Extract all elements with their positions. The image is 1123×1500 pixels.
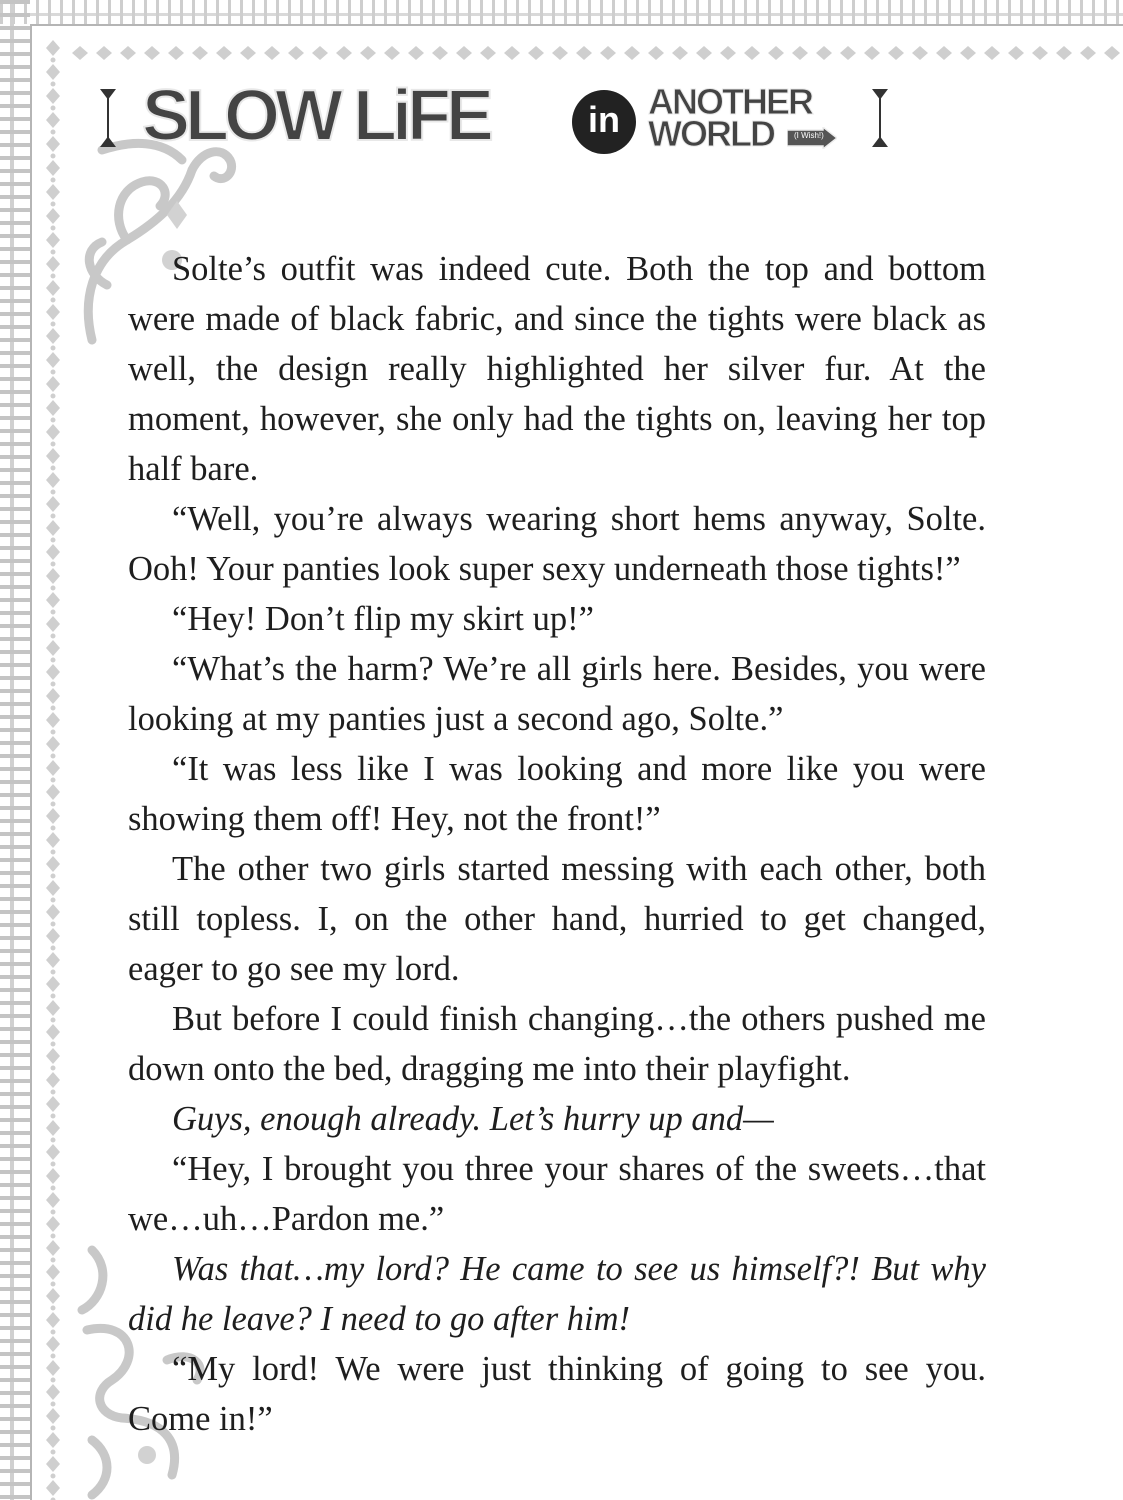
dot-ornament (51, 322, 56, 327)
diamond-ornament (528, 46, 544, 60)
diamond-ornament (46, 1144, 60, 1160)
paragraph: “Hey, I brought you three your shares of the sweets…that we…uh…Pardon me.” (128, 1150, 986, 1238)
dot-ornament (51, 610, 56, 615)
dot-ornament (51, 250, 56, 255)
dot-ornament (51, 970, 56, 975)
diamond-ornament (46, 832, 60, 848)
diamond-ornament (46, 1048, 60, 1064)
diamond-ornament (46, 1312, 60, 1328)
dot-ornament (51, 1162, 56, 1167)
diamond-ornament (216, 46, 232, 60)
dot-ornament (51, 802, 56, 807)
diamond-ornament (46, 616, 60, 632)
dot-ornament (51, 562, 56, 567)
diamond-ornament (624, 46, 640, 60)
diamond-ornament (46, 952, 60, 968)
diamond-ornament (46, 784, 60, 800)
diamond-ornament (840, 46, 856, 60)
diamond-ornament (46, 712, 60, 728)
dot-ornament (51, 658, 56, 663)
diamond-ornament (936, 46, 952, 60)
dot-ornament (51, 1018, 56, 1023)
diamond-ornament (312, 46, 328, 60)
dot-ornament (51, 1378, 56, 1383)
dot-ornament (51, 490, 56, 495)
diamond-ornament (888, 46, 904, 60)
diamond-ornament (46, 1360, 60, 1376)
dot-ornament (51, 1066, 56, 1071)
diamond-ornament (744, 46, 760, 60)
diamond-ornament (672, 46, 688, 60)
dot-ornament (51, 1354, 56, 1359)
diamond-ornament (46, 232, 60, 248)
diamond-ornament (768, 46, 784, 60)
diamond-ornament (46, 208, 60, 224)
dot-ornament (51, 130, 56, 135)
diamond-ornament (46, 256, 60, 272)
dot-ornament (51, 442, 56, 447)
diamond-ornament (46, 1288, 60, 1304)
diamond-ornament (46, 568, 60, 584)
logo-world: WORLD (648, 113, 774, 154)
diamond-ornament (168, 46, 184, 60)
logo-tagline: (I Wish!) (794, 131, 824, 140)
dot-ornament (51, 826, 56, 831)
paragraph: Solte’s outfit was indeed cute. Both the top and bottom were made of black fabric, and since the tights were black as well, the design really highlighted her silver fur. At the moment, however, she only had the tights on, leaving her top half bare. (128, 250, 986, 488)
dot-ornament (51, 730, 56, 735)
dot-ornament (51, 634, 56, 639)
dot-ornament (51, 1426, 56, 1431)
diamond-ornament (1032, 46, 1048, 60)
dot-ornament (51, 1138, 56, 1143)
diamond-ornament (480, 46, 496, 60)
diamond-ornament (696, 46, 712, 60)
dot-ornament (51, 538, 56, 543)
dot-ornament (51, 946, 56, 951)
diamond-ornament (46, 1456, 60, 1472)
dot-ornament (51, 1330, 56, 1335)
dot-ornament (51, 154, 56, 159)
header-bracket-right (872, 88, 888, 148)
diamond-ornament (46, 880, 60, 896)
diamond-ornament (46, 544, 60, 560)
diamond-ornament (648, 46, 664, 60)
diamond-ornament (864, 46, 880, 60)
dot-ornament (51, 850, 56, 855)
dot-ornament (51, 1474, 56, 1479)
diamond-ornament (46, 904, 60, 920)
dot-ornament (51, 874, 56, 879)
diamond-ornament (1008, 46, 1024, 60)
diamond-ornament (46, 1336, 60, 1352)
dot-ornament (51, 370, 56, 375)
dot-ornament (51, 1186, 56, 1191)
diamond-ornament (46, 640, 60, 656)
diamond-ornament (432, 46, 448, 60)
diamond-ornament (576, 46, 592, 60)
diamond-ornament (600, 46, 616, 60)
dot-ornament (51, 706, 56, 711)
diamond-ornament (96, 46, 112, 60)
diamond-ornament (46, 520, 60, 536)
diamond-ornament (360, 46, 376, 60)
diamond-ornament (46, 496, 60, 512)
dot-ornament (51, 1114, 56, 1119)
diamond-ornament (504, 46, 520, 60)
diamond-ornament (72, 46, 88, 60)
paragraph: But before I could finish changing…the others pushed me down onto the bed, dragging me into their playfight. (128, 1000, 986, 1088)
diamond-ornament (46, 808, 60, 824)
dot-ornament (51, 1402, 56, 1407)
dot-ornament (51, 298, 56, 303)
diamond-ornament (192, 46, 208, 60)
diamond-ornament (46, 1408, 60, 1424)
diamond-ornament (816, 46, 832, 60)
diamond-ornament (1056, 46, 1072, 60)
diamond-ornament (46, 664, 60, 680)
paragraph: “Well, you’re always wearing short hems anyway, Solte. Ooh! Your panties look super sexy underneath those tights!” (128, 500, 986, 588)
dot-ornament (51, 178, 56, 183)
diamond-ornament (46, 448, 60, 464)
diamond-ornament (46, 1480, 60, 1496)
diamond-ornament (46, 376, 60, 392)
dot-ornament (51, 1306, 56, 1311)
frame-line-left (30, 24, 32, 1500)
diamond-ornament (46, 352, 60, 368)
logo-in-badge: in (572, 90, 636, 154)
italic-thought: Guys, enough already. Let’s hurry up and— (172, 1100, 774, 1138)
diamond-chain-left (40, 40, 66, 1500)
dot-ornament (51, 898, 56, 903)
diamond-ornament (46, 400, 60, 416)
dot-ornament (51, 274, 56, 279)
diamond-ornament (46, 1120, 60, 1136)
diamond-ornament (46, 760, 60, 776)
diamond-ornament (46, 1216, 60, 1232)
diamond-ornament (46, 1192, 60, 1208)
diamond-ornament (912, 46, 928, 60)
dot-ornament (51, 1450, 56, 1455)
dot-ornament (51, 346, 56, 351)
diamond-ornament (264, 46, 280, 60)
diamond-ornament (720, 46, 736, 60)
dot-ornament (51, 466, 56, 471)
frame-line-top (30, 24, 1123, 26)
paragraph: “What’s the harm? We’re all girls here. Besides, you were looking at my panties just a second ago, Solte.” (128, 650, 986, 738)
diamond-ornament (46, 1240, 60, 1256)
diamond-ornament (960, 46, 976, 60)
diamond-ornament (240, 46, 256, 60)
diamond-ornament (46, 976, 60, 992)
dot-ornament (51, 106, 56, 111)
diamond-ornament (46, 688, 60, 704)
diamond-ornament (46, 136, 60, 152)
diamond-ornament (46, 1264, 60, 1280)
diamond-ornament (792, 46, 808, 60)
diamond-ornament (46, 1384, 60, 1400)
diamond-ornament (144, 46, 160, 60)
dot-ornament (51, 1210, 56, 1215)
diamond-ornament (1104, 46, 1120, 60)
diamond-ornament (552, 46, 568, 60)
series-header (100, 78, 900, 168)
diamond-ornament (46, 160, 60, 176)
diamond-ornament (46, 1432, 60, 1448)
dot-ornament (51, 1042, 56, 1047)
dot-ornament (51, 82, 56, 87)
diamond-ornament (288, 46, 304, 60)
dot-ornament (51, 514, 56, 519)
diamond-ornament (984, 46, 1000, 60)
left-pattern-border (0, 0, 30, 1500)
dot-ornament (51, 394, 56, 399)
diamond-ornament (1080, 46, 1096, 60)
dot-ornament (51, 682, 56, 687)
diamond-ornament (46, 184, 60, 200)
diamond-chain-top (40, 42, 1123, 64)
diamond-ornament (408, 46, 424, 60)
diamond-ornament (336, 46, 352, 60)
page-body-text (128, 244, 986, 1444)
diamond-ornament (46, 112, 60, 128)
dot-ornament (51, 922, 56, 927)
dot-ornament (51, 226, 56, 231)
header-bracket-left (100, 88, 116, 148)
diamond-ornament (46, 928, 60, 944)
dot-ornament (51, 202, 56, 207)
diamond-ornament (120, 46, 136, 60)
dot-ornament (51, 1282, 56, 1287)
paragraph: The other two girls started messing with each other, both still topless. I, on the other hand, hurried to get changed, eager to go see my lord. (128, 850, 986, 988)
logo-another: ANOTHER (648, 81, 812, 122)
diamond-ornament (46, 328, 60, 344)
diamond-ornament (46, 736, 60, 752)
logo-slow-life: SLOW LiFE (142, 76, 489, 156)
top-pattern-border (0, 0, 1123, 24)
diamond-ornament (46, 1024, 60, 1040)
diamond-ornament (46, 280, 60, 296)
diamond-ornament (46, 304, 60, 320)
dot-ornament (51, 418, 56, 423)
dot-ornament (51, 1234, 56, 1239)
diamond-ornament (46, 424, 60, 440)
diamond-ornament (46, 64, 60, 80)
diamond-ornament (46, 1072, 60, 1088)
dot-ornament (51, 1258, 56, 1263)
italic-thought: Was that…my lord? He came to see us himself?! But why did he leave? I need to go after him! (128, 1250, 986, 1338)
paragraph: “Hey! Don’t flip my skirt up!” (172, 600, 594, 638)
dot-ornament (51, 1090, 56, 1095)
diamond-ornament (46, 1000, 60, 1016)
diamond-ornament (46, 88, 60, 104)
dot-ornament (51, 778, 56, 783)
diamond-ornament (46, 592, 60, 608)
diamond-ornament (46, 856, 60, 872)
dot-ornament (51, 754, 56, 759)
diamond-ornament (46, 1168, 60, 1184)
diamond-ornament (46, 472, 60, 488)
paragraph: “My lord! We were just thinking of going to see you. Come in!” (128, 1350, 986, 1438)
diamond-ornament (384, 46, 400, 60)
diamond-ornament (456, 46, 472, 60)
paragraph: “It was less like I was looking and more like you were showing them off! Hey, not the front!” (128, 750, 986, 838)
diamond-ornament (46, 1096, 60, 1112)
dot-ornament (51, 994, 56, 999)
dot-ornament (51, 586, 56, 591)
